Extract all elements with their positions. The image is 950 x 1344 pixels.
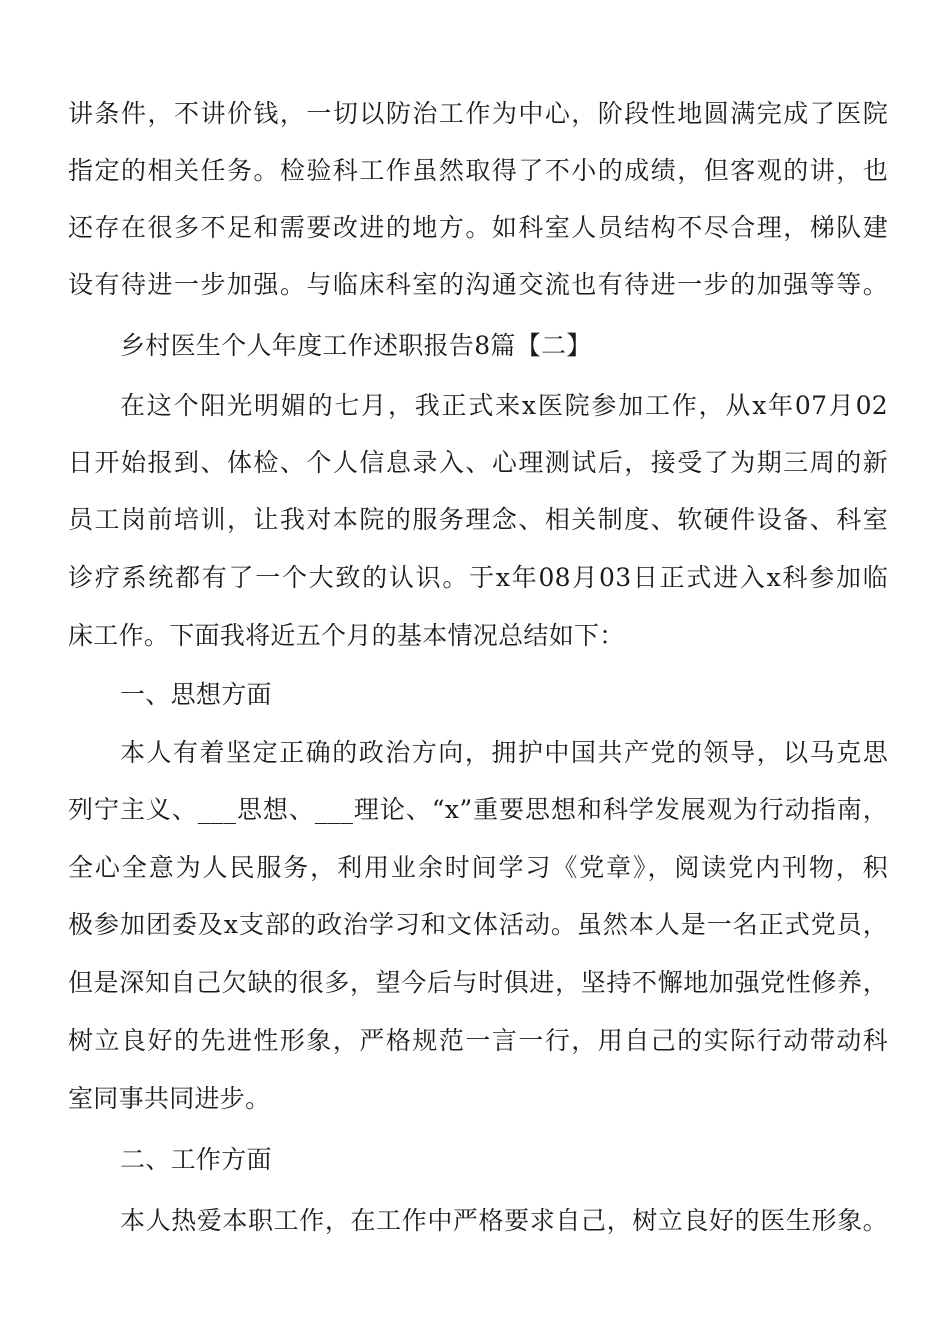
paragraph-line: 讲条件，不讲价钱，一切以防治工作为中心，阶段性地圆满完成了医院: [68, 99, 888, 128]
paragraph-line: 还存在很多不足和需要改进的地方。如科室人员结构不尽合理，梯队建: [68, 213, 888, 242]
paragraph-line: 树立良好的先进性形象，严格规范一言一行，用自己的实际行动带动科: [68, 1026, 888, 1055]
paragraph-line: 在这个阳光明媚的七月，我正式来x医院参加工作，从x年07月02: [120, 391, 888, 420]
paragraph-line: 本人热爱本职工作，在工作中严格要求自己，树立良好的医生形象。: [120, 1206, 888, 1235]
paragraph-line: 员工岗前培训，让我对本院的服务理念、相关制度、软硬件设备、科室: [68, 505, 888, 534]
paragraph-line: 全心全意为人民服务，利用业余时间学习《党章》，阅读党内刊物，积: [68, 853, 888, 882]
paragraph-line: 极参加团委及x支部的政治学习和文体活动。虽然本人是一名正式党员，: [68, 910, 888, 939]
paragraph-line: 诊疗系统都有了一个大致的认识。于x年08月03日正式进入x科参加临: [68, 563, 888, 592]
paragraph-line: 但是深知自己欠缺的很多，望今后与时俱进，坚持不懈地加强党性修养，: [68, 968, 888, 997]
section-heading: 二、工作方面: [120, 1145, 272, 1174]
paragraph-line: 指定的相关任务。检验科工作虽然取得了不小的成绩，但客观的讲，也: [68, 156, 888, 185]
paragraph-line: 本人有着坚定正确的政治方向，拥护中国共产党的领导，以马克思: [120, 738, 888, 767]
paragraph-line: 日开始报到、体检、个人信息录入、心理测试后，接受了为期三周的新: [68, 448, 888, 477]
paragraph-line: 设有待进一步加强。与临床科室的沟通交流也有待进一步的加强等等。: [68, 270, 888, 299]
paragraph-line: 室同事共同进步。: [68, 1084, 271, 1113]
paragraph-line: 列宁主义、___思想、___理论、“x”重要思想和科学发展观为行动指南，: [68, 795, 888, 824]
paragraph-line: 床工作。下面我将近五个月的基本情况总结如下：: [68, 621, 625, 650]
section-heading: 一、思想方面: [120, 680, 272, 709]
section-title: 乡村医生个人年度工作述职报告8篇【二】: [120, 331, 592, 360]
